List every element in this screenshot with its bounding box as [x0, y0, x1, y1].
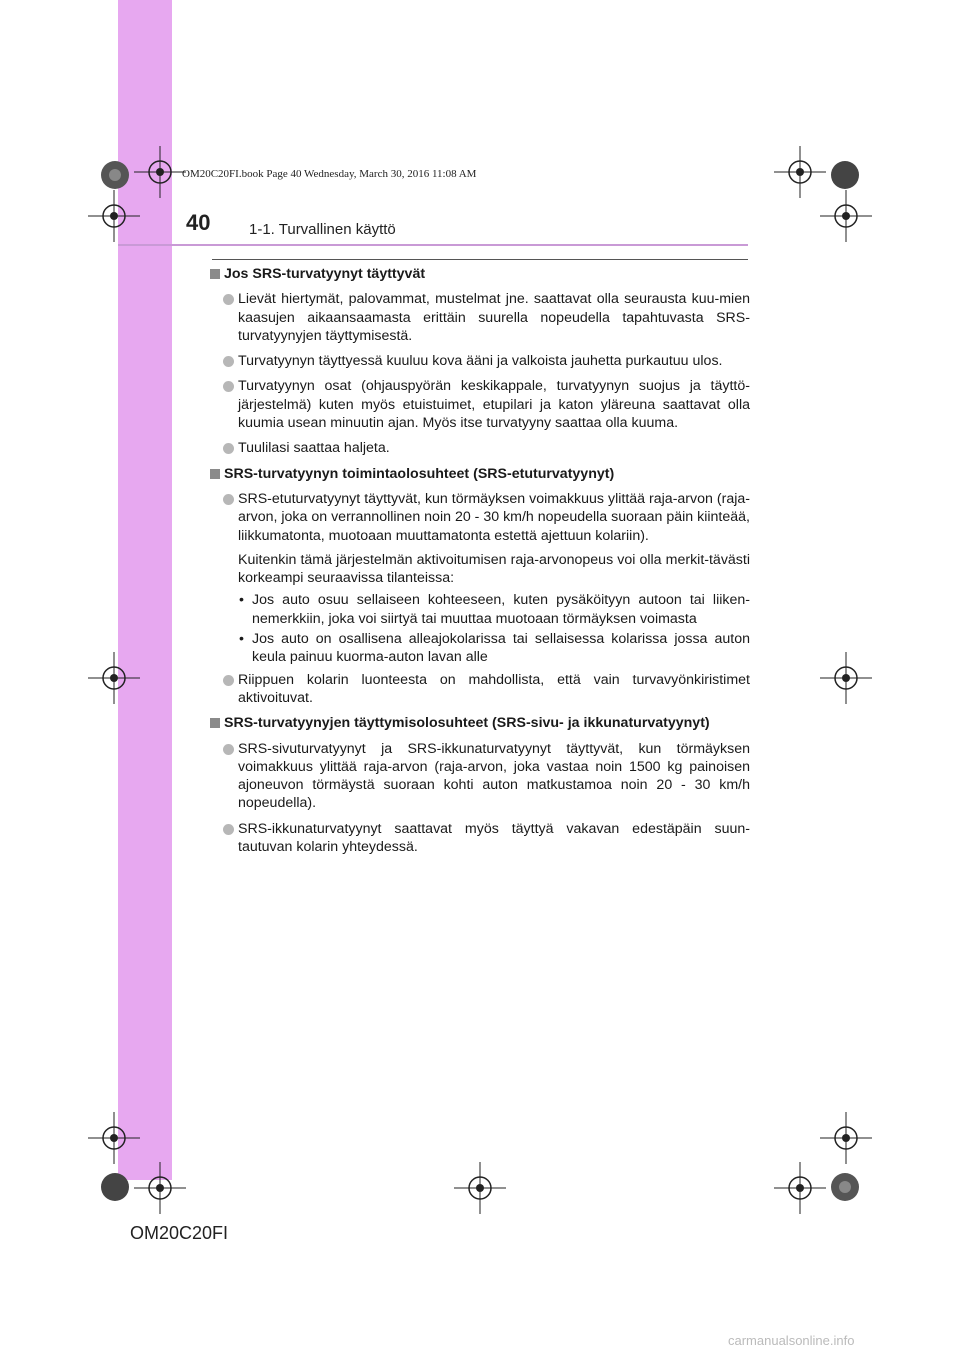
bullet-dot-icon: [223, 294, 234, 305]
watermark: carmanualsonline.info: [728, 1333, 855, 1348]
registration-mark-icon: [774, 1162, 826, 1214]
section-heading: SRS-turvatyynyjen täyttymisolosuhteet (SRS-sivu- ja ikkunaturvatyynyt): [210, 714, 750, 732]
registration-mark-icon: [774, 146, 826, 198]
bullet-dot-icon: [223, 356, 234, 367]
sub-list-item: • Jos auto osuu sellaiseen kohteeseen, kuten pysäköityyn autoon tai liiken-nemerkkiin, joka voi siirtyä tai muuttaa muotoaan törmäyksen voimasta: [239, 592, 750, 627]
list-item: SRS-sivuturvatyynyt ja SRS-ikkunaturvatyynyt täyttyvät, kun törmäyksen voimakkuus ylittää raja-arvon (raja-arvon, joka vastaa noin 1500 kg painoisen ajoneuvon törmäystä suoraan kohti auton matkustamoa noin 20 - 30 km/h nopeudella).: [210, 740, 750, 813]
sub-list-item: • Jos auto on osallisena alleajokolarissa tai sellaisessa kolarissa jossa auton keula painuu kuorma-auton lavan alle: [239, 631, 750, 666]
list-item: SRS-etuturvatyynyt täyttyvät, kun törmäyksen voimakkuus ylittää raja-arvon (raja-arvon, joka on verrannollinen noin 20 - 30 km/h nopeudella suoraan päin kiinteää, liikkumatonta, muotoaan muuttamatonta estettä ajettuun kolariin).: [210, 490, 750, 545]
registration-mark-icon: [88, 1112, 140, 1164]
registration-mark-icon: [134, 1162, 186, 1214]
square-bullet-icon: [210, 269, 220, 279]
color-wheel-icon: [100, 1172, 130, 1202]
list-item: SRS-ikkunaturvatyynyt saattavat myös täyttyä vakavan edestäpäin suun-tautuvan kolarin yhteydessä.: [210, 820, 750, 857]
registration-mark-icon: [134, 146, 186, 198]
page-number: 40: [186, 210, 211, 235]
registration-mark-icon: [820, 652, 872, 704]
square-bullet-icon: [210, 469, 220, 479]
section-title: 1-1. Turvallinen käyttö: [249, 221, 396, 238]
square-bullet-icon: [210, 718, 220, 728]
color-wheel-icon: [830, 160, 860, 190]
bullet-dot-icon: [223, 824, 234, 835]
sub-bullet-icon: •: [239, 592, 244, 609]
color-wheel-icon: [100, 160, 130, 190]
list-item: Riippuen kolarin luonteesta on mahdollista, että vain turvavyönkiristimet aktivoituvat.: [210, 671, 750, 708]
sub-bullet-icon: •: [239, 631, 244, 648]
bullet-dot-icon: [223, 675, 234, 686]
registration-mark-icon: [820, 1112, 872, 1164]
page-content: [210, 265, 750, 863]
section-heading: SRS-turvatyynyn toimintaolosuhteet (SRS-etuturvatyynyt): [210, 465, 750, 483]
list-item: Turvatyynyn täyttyessä kuuluu kova ääni ja valkoista jauhetta purkautuu ulos.: [210, 352, 750, 370]
list-item: Lievät hiertymät, palovammat, mustelmat jne. saattavat olla seurausta kuu-mien kaasujen aikaansaamasta erittäin suurella nopeudella tapahtuvasta SRS-turvatyynyjen täyttymisestä.: [210, 290, 750, 345]
color-wheel-icon: [830, 1172, 860, 1202]
list-item: Tuulilasi saattaa haljeta.: [210, 439, 750, 457]
registration-mark-icon: [88, 190, 140, 242]
registration-mark-icon: [454, 1162, 506, 1214]
content-top-rule: [212, 259, 748, 260]
bullet-dot-icon: [223, 443, 234, 454]
print-slug: OM20C20FI.book Page 40 Wednesday, March 30, 2016 11:08 AM: [182, 168, 477, 180]
registration-mark-icon: [820, 190, 872, 242]
header-rule: [118, 244, 748, 246]
registration-mark-icon: [88, 652, 140, 704]
paragraph: Kuitenkin tämä järjestelmän aktivoitumisen raja-arvonopeus voi olla merkit-tävästi korkeampi seuraavissa tilanteissa:: [238, 551, 750, 587]
bullet-dot-icon: [223, 744, 234, 755]
footer-code: OM20C20FI: [130, 1223, 229, 1243]
section-heading: Jos SRS-turvatyynyt täyttyvät: [210, 265, 750, 283]
bullet-dot-icon: [223, 381, 234, 392]
list-item: Turvatyynyn osat (ohjauspyörän keskikappale, turvatyynyn suojus ja täyttö-järjestelmä) kuten myös etuistuimet, etupilari ja katon yläreuna saattavat olla kuumia usean minuutin ajan. Myös itse turvatyyny saattaa olla kuuma.: [210, 377, 750, 432]
bullet-dot-icon: [223, 494, 234, 505]
